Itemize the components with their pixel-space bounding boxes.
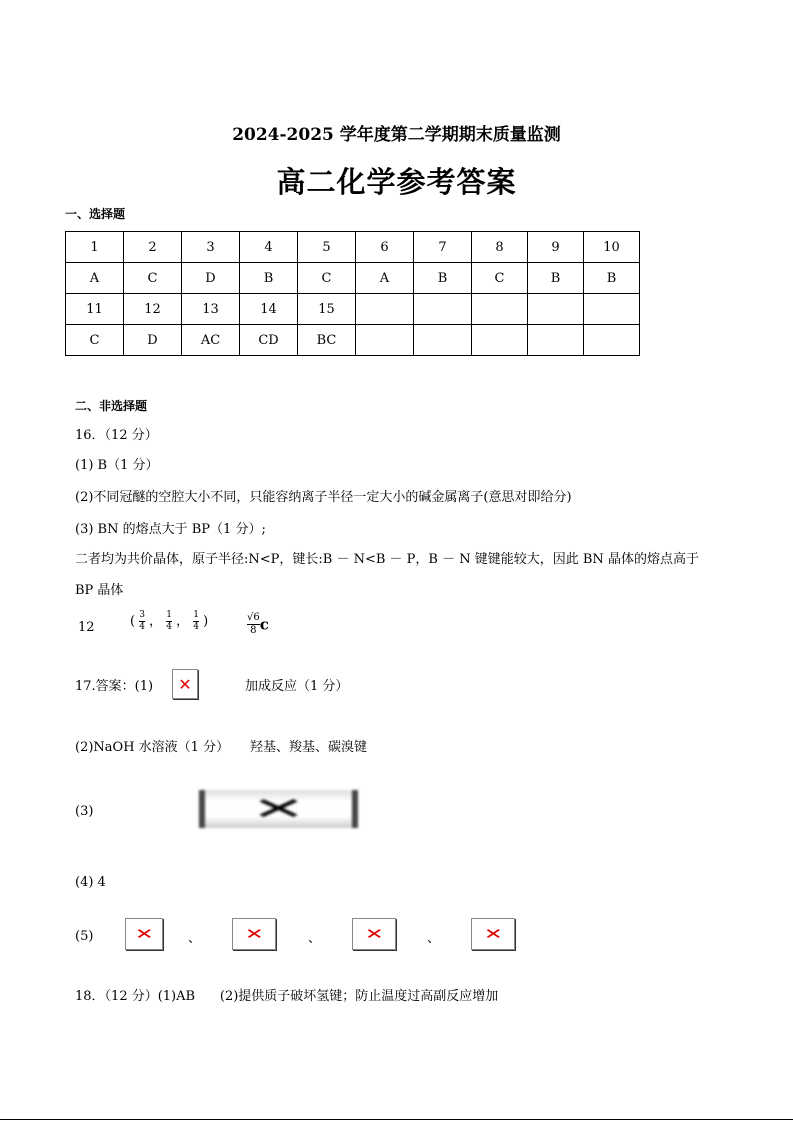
table-cell: 6 [356,232,414,263]
broken-image-icon: ✕ [232,918,276,950]
table-cell: BC [298,325,356,356]
table-cell [356,325,414,356]
table-cell: 4 [240,232,298,263]
document-subtitle: 高二化学参考答案 [276,165,517,199]
table-cell: 9 [528,232,584,263]
table-cell: 2 [124,232,182,263]
table-cell [584,294,640,325]
table-cell: AC [182,325,240,356]
separator: 、 [427,931,441,946]
fraction-2: $\frac{1}{4}$ [166,610,172,632]
table-cell [414,294,472,325]
q16-part2: (2)不同冠醚的空腔大小不同，只能容纳离子半径一定大小的碱金属离子(意思对即给分) [75,490,572,505]
q16-part3: (3) BN 的熔点大于 BP（1 分）; [75,522,266,537]
table-cell [584,325,640,356]
page-bottom-rule [0,1119,793,1120]
answer-table [65,231,640,356]
broken-image-icon: ✕ [199,790,358,828]
q17-part2-reagent: (2)NaOH 水溶液（1 分） [75,740,230,755]
table-cell: 12 [124,294,182,325]
q17-part5-label: (5) [75,929,94,944]
table-row [66,294,640,325]
comma: ， [149,614,163,629]
q16-part4-line2: BP 晶体 [75,583,124,598]
sqrt-tail: c [259,615,269,634]
table-cell: D [182,263,240,294]
table-cell: D [124,325,182,356]
table-row [66,232,640,263]
table-cell: A [356,263,414,294]
table-cell: CD [240,325,298,356]
q16-part1: (1) B（1 分） [75,458,159,473]
table-cell: B [584,263,640,294]
table-row [66,325,640,356]
table-cell: C [298,263,356,294]
q16-heading: 16．（12 分） [75,428,158,443]
table-cell: 10 [584,232,640,263]
q16-coordinates [130,610,208,633]
broken-image-icon: ✕ [352,918,396,950]
table-cell: A [66,263,124,294]
table-cell: 1 [66,232,124,263]
q17-part2-groups: 羟基、羧基、碳溴键 [250,740,368,755]
close-paren: ) [203,614,209,629]
section2-heading: 二、非选择题 [75,399,148,413]
table-cell [414,325,472,356]
table-cell: B [528,263,584,294]
q18-answer: 18．（12 分）(1)AB (2)提供质子破坏氢键；防止温度过高副反应增加 [75,989,499,1004]
broken-image-icon: ✕ [471,918,515,950]
table-cell [356,294,414,325]
section1-heading: 一、选择题 [65,207,126,221]
table-cell: 3 [182,232,240,263]
table-cell [472,325,528,356]
table-cell: 8 [472,232,528,263]
table-cell: C [472,263,528,294]
table-cell: 14 [240,294,298,325]
table-cell: 15 [298,294,356,325]
table-cell: 7 [414,232,472,263]
table-cell: 13 [182,294,240,325]
table-cell: 11 [66,294,124,325]
fraction-3: $\frac{1}{4}$ [193,610,200,632]
open-paren: ( [130,614,136,629]
table-cell: 5 [298,232,356,263]
table-cell: B [240,263,298,294]
table-row [66,263,640,294]
comma: ， [176,614,190,629]
table-cell [472,294,528,325]
separator: 、 [188,931,202,946]
q16-coordination-number: 12 [78,620,95,635]
q16-distance-expression [247,612,269,637]
q17-part3-label: (3) [75,804,94,819]
table-cell: B [414,263,472,294]
broken-image-icon: ✕ [172,669,198,699]
table-cell [528,325,584,356]
table-cell [528,294,584,325]
q16-part4-line1: 二者均为共价晶体，原子半径:N<P，键长:B － N<B － P，B － N 键键能较大，因此 BN 晶体的熔点高于 [75,552,699,567]
table-cell: C [66,325,124,356]
fraction-1: $\frac{3}{4}$ [139,610,145,632]
sqrt-fraction: $\frac{√6}{8}$ [247,612,260,636]
q17-part4: (4) 4 [75,875,106,890]
q17-label: 17.答案：(1) [75,679,154,694]
separator: 、 [308,931,322,946]
document-title: 2024-2025 学年度第二学期期末质量监测 [232,125,561,145]
q17-part1-answer: 加成反应（1 分） [245,679,349,694]
table-cell: C [124,263,182,294]
broken-image-icon: ✕ [125,918,163,950]
